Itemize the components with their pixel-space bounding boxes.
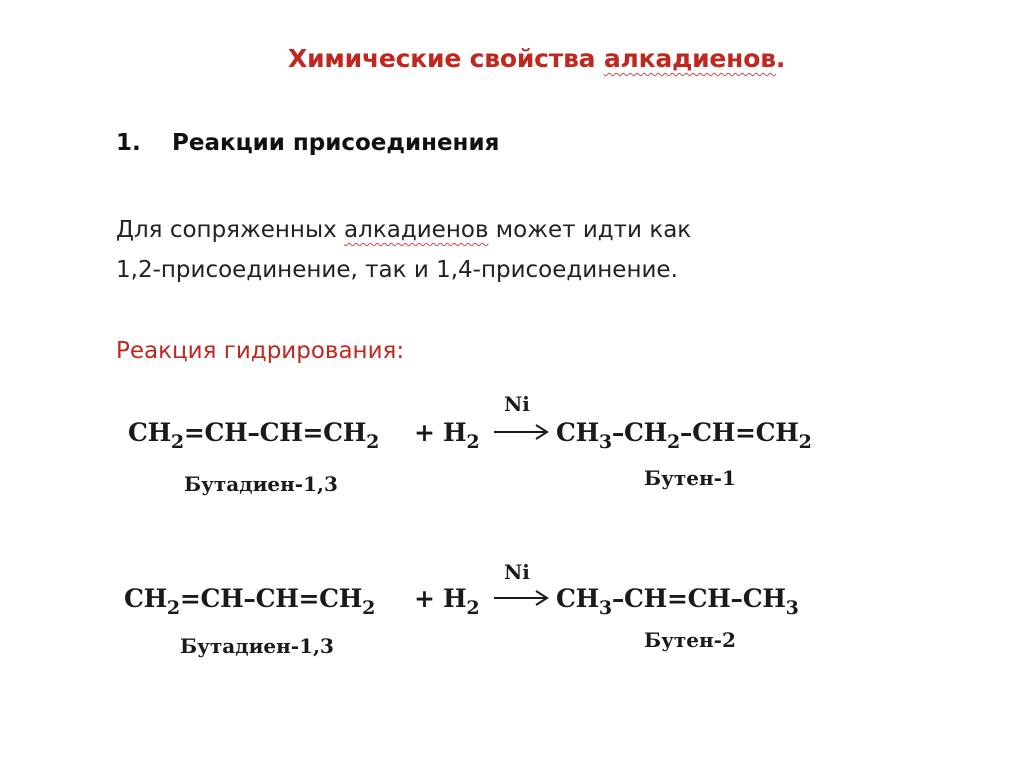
reaction-1-arrow-icon bbox=[494, 422, 550, 442]
subheading: Реакция гидрирования: bbox=[116, 338, 405, 364]
reaction-2-arrow-icon bbox=[494, 588, 550, 608]
para-text-1b: алкадиенов bbox=[344, 217, 489, 243]
reaction-1-product-name: Бутен-1 bbox=[644, 466, 736, 490]
reaction-1-reactant-name: Бутадиен-1,3 bbox=[184, 472, 338, 496]
paragraph-line-1 bbox=[116, 210, 836, 250]
paragraph-line-2: 1,2-присоединение, так и 1,4-присоединение. bbox=[116, 257, 678, 283]
reaction-2-product: $CH_3-CH=CH-CH_3$ bbox=[556, 584, 799, 619]
para-text-1c: может идти как bbox=[488, 217, 692, 243]
reaction-1-catalyst: Ni bbox=[504, 392, 530, 416]
reaction-1-reagent: + $H_2$ bbox=[414, 418, 480, 453]
title-text-1: Химические свойства bbox=[288, 44, 604, 73]
heading-number: 1. bbox=[116, 130, 141, 156]
reaction-2-product-name: Бутен-2 bbox=[644, 628, 736, 652]
reaction-1-product: $CH_3-CH_2-CH=CH_2$ bbox=[556, 418, 812, 453]
slide-title bbox=[288, 44, 785, 73]
heading-text: Реакции присоединения bbox=[172, 130, 500, 156]
reaction-2-reactant: $CH_2=CH-CH=CH_2$ bbox=[124, 584, 376, 619]
reaction-2-reactant-name: Бутадиен-1,3 bbox=[180, 634, 334, 658]
para-text-1a: Для сопряженных bbox=[116, 217, 345, 243]
reaction-2-reagent: + $H_2$ bbox=[414, 584, 480, 619]
title-text-2: алкадиенов bbox=[603, 44, 776, 73]
description-paragraph bbox=[116, 210, 836, 290]
reaction-2-catalyst: Ni bbox=[504, 560, 530, 584]
section-heading bbox=[116, 130, 499, 156]
title-text-3: . bbox=[775, 44, 786, 73]
reaction-1-reactant: $CH_2=CH-CH=CH_2$ bbox=[128, 418, 380, 453]
